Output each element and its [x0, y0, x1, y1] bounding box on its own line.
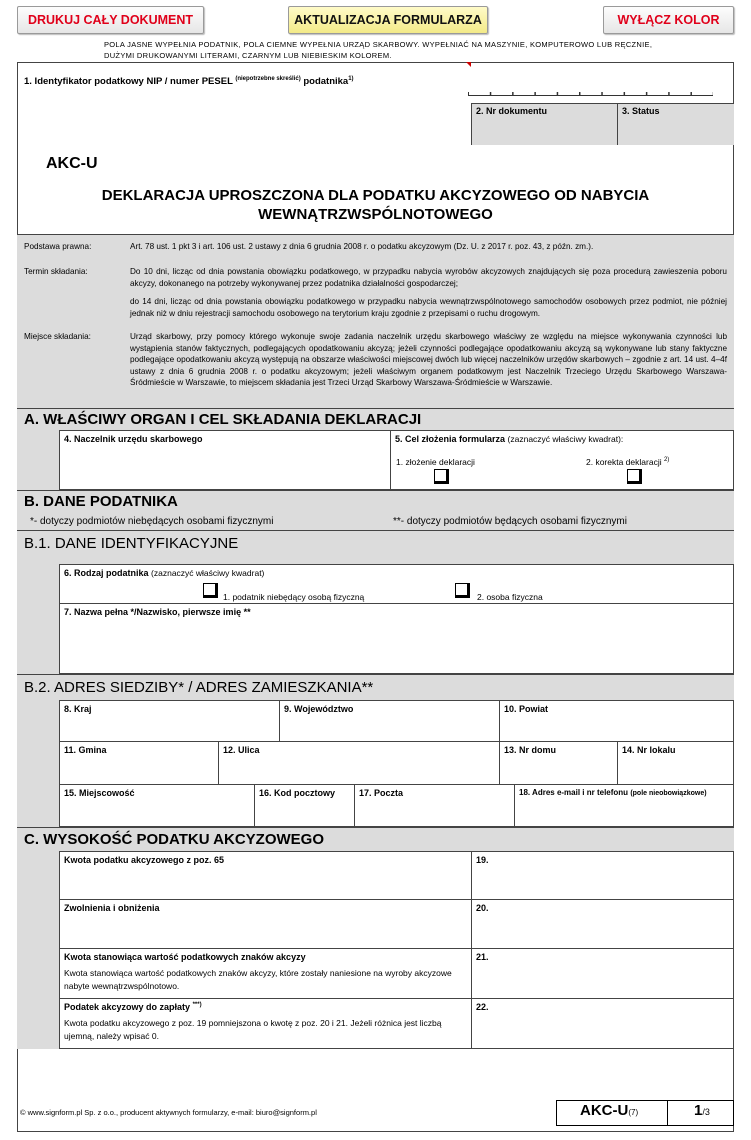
taxpayer-person-checkbox[interactable]: [455, 583, 470, 598]
option-correction-label: 2. korekta deklaracji $^{2)}$: [586, 457, 670, 467]
city-field[interactable]: 15. Miejscowość: [59, 784, 255, 827]
country-field[interactable]: 8. Kraj: [59, 700, 280, 742]
province-field[interactable]: 9. Województwo: [279, 700, 500, 742]
row-19-input[interactable]: 19.: [471, 851, 734, 900]
top-note: POLA JASNE WYPEŁNIA PODATNIK, POLA CIEMNE WYPEŁNIA URZĄD SKARBOWY. WYPEŁNIAĆ NA MASZYNIE, KOMPUTEROWO LUB RĘCZNIE, DUŻYMI DRUKOWANYMI LITERAMI, CZARNYM LUB NIEBIESKIM KOLOREM.: [104, 40, 653, 60]
full-name-field[interactable]: 7. Nazwa pełna */Nazwisko, pierwsze imię **: [59, 603, 734, 674]
section-b2-title: B.2. ADRES SIEDZIBY* / ADRES ZAMIESZKANIA**: [17, 674, 734, 700]
print-all-button[interactable]: DRUKUJ CAŁY DOKUMENT: [17, 6, 204, 34]
field3-label: 3. Status: [622, 106, 660, 116]
row-21-input[interactable]: 21.: [471, 948, 734, 999]
form-code: AKC-U: [46, 155, 98, 172]
option-submit-label: 1. złożenie deklaracji: [396, 457, 475, 467]
color-off-button[interactable]: WYŁĄCZ KOLOR: [603, 6, 734, 34]
page-number: 1/3: [694, 1102, 710, 1119]
taxpayer-nonperson-checkbox[interactable]: [203, 583, 218, 598]
purpose-field: 5. Cel złożenia formularza (zaznaczyć właściwy kwadrat):: [390, 430, 734, 490]
tax-office-field[interactable]: 4. Naczelnik urzędu skarbowego: [59, 430, 391, 490]
section-b-note-1: *- dotyczy podmiotów niebędących osobami fizycznymi: [30, 516, 274, 527]
deadline-text-2: do 14 dni, licząc od dnia powstania obowiązku podatkowego w przypadku nabycia wewnątrzwspólnotowego samochodów osobowych przez podmiot, nie później jednak niż w dniu rejestracji samochodu osobowego na terytorium kraju zgodnie z przepisami o ruchu drogowym.: [130, 297, 727, 318]
row-22-input[interactable]: 22.: [471, 998, 734, 1049]
house-number-field[interactable]: 13. Nr domu: [499, 741, 618, 785]
basis-text: Art. 78 ust. 1 pkt 3 i art. 106 ust. 2 ustawy z dnia 6 grudnia 2008 r. o podatku akcyzowym (Dz. U. z 2017 r. poz. 43, z późn. zm.).: [130, 242, 594, 251]
copyright-text: © www.signform.pl Sp. z o.o., producent aktywnych formularzy, e-mail: biuro@signform.pl: [20, 1108, 317, 1117]
row-20-input[interactable]: 20.: [471, 899, 734, 949]
basis-label: Podstawa prawna:: [24, 242, 92, 251]
section-c-title: C. WYSOKOŚĆ PODATKU AKCYZOWEGO: [17, 827, 734, 851]
section-b-title: B. DANE PODATNIKA: [17, 490, 734, 530]
marker-icon: [466, 62, 471, 67]
taxpayer-nonperson-label: 1. podatnik niebędący osobą fizyczną: [223, 592, 365, 602]
footer-form-code: AKC-U(7): [580, 1102, 639, 1119]
option-submit-checkbox[interactable]: [434, 469, 449, 484]
place-text: Urząd skarbowy, przy pomocy którego wykonuje swoje zadania naczelnik urzędu skarbowego właściwy ze względu na miejsce wykonywania czynności lub wystąpienia stanów faktycznych, podlegających opodatkowaniu akcyzą; jeżeli czynności podlegające opodatkowaniu akcyzą są wykonywane lub stany faktyczne podlegające opodatkowaniu akcyzą występują na obszarze właściwości miejscowej dwóch lub więcej naczelników urzędów skarbowych – zgodnie z art. 14 ust. 4–4f ustawy z dnia 6 grudnia 2008 r. o podatku akcyzowym; jeżeli właściwym organem podatkowym jest Naczelnik Trzeciego Urzędu Skarbowego Warszawa-Śródmieście w Warszawie, to miejscem składania jest Trzeci Urząd Skarbowy Warszawa-Śródmieście w Warszawie.: [130, 332, 727, 387]
section-b2-margin: [17, 700, 59, 827]
street-field[interactable]: 12. Ulica: [218, 741, 500, 785]
row-21-label-cell: Kwota stanowiąca wartość podatkowych znaków akcyzy Kwota stanowiąca wartość podatkowych znaków akcyzy, które zostały naniesione na wyroby akcyzowe nabyte wewnątrzwspólnotowo.: [59, 948, 472, 999]
section-a-title: A. WŁAŚCIWY ORGAN I CEL SKŁADANIA DEKLARACJI: [17, 408, 734, 430]
place-label: Miejsce składania:: [24, 332, 91, 341]
field2-label: 2. Nr dokumentu: [476, 106, 548, 116]
row-22-label-cell: Podatek akcyzowy do zapłaty ***) Kwota podatku akcyzowego z poz. 19 pomniejszona o kwotę z poz. 20 i 21. Jeżeli różnica jest liczbą ujemną, należy wpisać 0.: [59, 998, 472, 1049]
footer-divider: [667, 1100, 668, 1126]
county-field[interactable]: 10. Powiat: [499, 700, 734, 742]
section-b-note-2: **- dotyczy podmiotów będących osobami fizycznymi: [393, 516, 627, 527]
section-b1-title: B.1. DANE IDENTYFIKACYJNE: [17, 530, 734, 564]
row-19-label-cell: Kwota podatku akcyzowego z poz. 65: [59, 851, 472, 900]
page-title: DEKLARACJA UPROSZCZONA DLA PODATKU AKCYZOWEGO OD NABYCIA WEWNĄTRZWSPÓLNOTOWEGO: [101, 187, 650, 223]
postal-code-field[interactable]: 16. Kod pocztowy: [254, 784, 355, 827]
section-c-margin: [17, 851, 59, 1049]
update-form-button[interactable]: AKTUALIZACJA FORMULARZA: [288, 6, 488, 34]
deadline-text-1: Do 10 dni, licząc od dnia powstania obowiązku podatkowego, w przypadku nabycia wyrobów akcyzowych znajdujących się poza procedurą zawieszenia poboru akcyzy, dokonanego na potrzeby wykonywanej przez podatnika działalności gospodarczej;: [130, 267, 727, 288]
taxpayer-person-label: 2. osoba fizyczna: [477, 592, 543, 602]
apartment-number-field[interactable]: 14. Nr lokalu: [617, 741, 734, 785]
section-a-margin: [17, 430, 59, 490]
municipality-field[interactable]: 11. Gmina: [59, 741, 219, 785]
deadline-label: Termin składania:: [24, 267, 88, 276]
post-office-field[interactable]: 17. Poczta: [354, 784, 515, 827]
option-correction-checkbox[interactable]: [627, 469, 642, 484]
taxpayer-type-field: 6. Rodzaj podatnika (zaznaczyć właściwy kwadrat): [59, 564, 734, 604]
email-phone-field[interactable]: 18. Adres e-mail i nr telefonu (pole nieobowiązkowe): [514, 784, 734, 827]
field1-label: 1. Identyfikator podatkowy NIP / numer PESEL $^{(niepotrzebne skreślić)}$ podatnika$^{1)}$: [24, 76, 354, 88]
section-b1-margin: [17, 564, 59, 674]
nip-input[interactable]: [468, 88, 713, 96]
row-20-label-cell: Zwolnienia i obniżenia: [59, 899, 472, 949]
